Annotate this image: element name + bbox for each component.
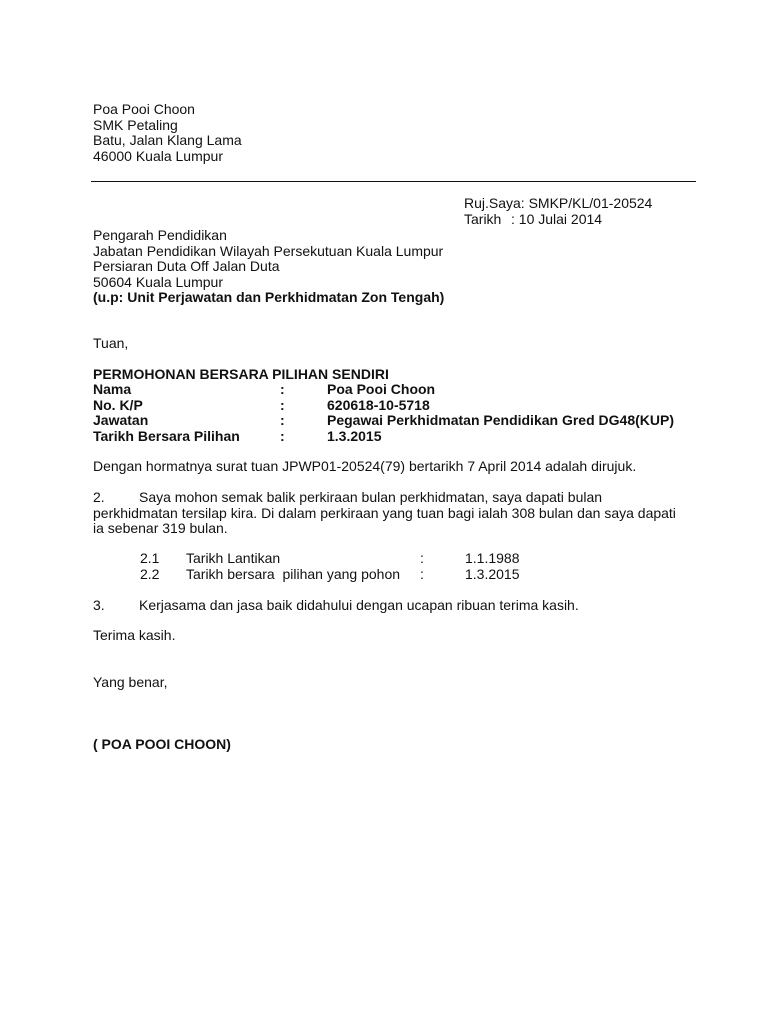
recipient-line-1: Pengarah Pendidikan [93, 227, 227, 243]
paragraph-2-line-1 [93, 490, 703, 506]
info-value: Pegawai Perkhidmatan Pendidikan Gred DG48(KUP) [327, 412, 674, 429]
closing-line: Yang benar, [93, 674, 168, 690]
sub-item-label: Tarikh Lantikan [186, 550, 281, 566]
sub-item-value: 1.1.1988 [465, 550, 520, 566]
sub-items [140, 551, 560, 582]
sub-item [140, 567, 560, 583]
sub-item-colon: : [420, 565, 424, 582]
thanks-line: Terima kasih. [93, 627, 176, 643]
info-label: No. K/P [93, 396, 143, 413]
info-colon: : [280, 381, 285, 397]
recipient-address [93, 228, 444, 306]
info-label: Tarikh Bersara Pilihan [93, 427, 240, 444]
sender-name: Poa Pooi Choon [93, 101, 195, 117]
date-line [464, 212, 652, 228]
info-value: Poa Pooi Choon [327, 381, 436, 397]
reference-value: SMKP/KL/01-20524 [528, 195, 653, 211]
info-value: 620618-10-5718 [327, 396, 430, 413]
reference-block [464, 196, 652, 227]
info-value: 1.3.2015 [327, 427, 382, 444]
paragraph-2-line-3: ia sebenar 319 bulan. [93, 520, 228, 537]
info-row-ic [93, 398, 713, 414]
recipient-line-4: 50604 Kuala Lumpur [93, 273, 223, 290]
paragraph-1: Dengan hormatnya surat tuan JPWP01-20524(79) bertarikh 7 April 2014 adalah dirujuk. [93, 458, 637, 474]
info-row-name [93, 382, 713, 398]
applicant-info [93, 382, 713, 444]
greeting: Tuan, [93, 335, 129, 351]
sub-item-number: 2.2 [140, 565, 160, 582]
sub-item-value: 1.3.2015 [465, 565, 520, 582]
info-label: Nama [93, 381, 132, 397]
paragraph-number: 3. [93, 597, 105, 613]
info-colon: : [280, 427, 285, 444]
paragraph-text: Saya mohon semak balik perkiraan bulan perkhidmatan, saya dapati bulan [139, 489, 603, 505]
header-divider [91, 181, 696, 182]
info-row-position [93, 413, 713, 429]
info-label: Jawatan [93, 412, 149, 429]
signature-name: ( POA POOI CHOON) [93, 736, 231, 752]
recipient-line-2: Jabatan Pendidikan Wilayah Persekutuan Kuala Lumpur [93, 242, 444, 259]
sub-item-label: Tarikh bersara pilihan yang pohon [186, 565, 401, 582]
info-colon: : [280, 396, 285, 413]
info-row-retirement-date [93, 429, 713, 445]
info-colon: : [280, 412, 285, 429]
paragraph-2 [93, 490, 703, 537]
sender-school: SMK Petaling [93, 116, 178, 133]
recipient-attention: (u.p: Unit Perjawatan dan Perkhidmatan Zon Tengah) [93, 289, 445, 306]
sender-address [93, 102, 242, 164]
sub-item-colon: : [420, 550, 424, 566]
paragraph-number: 2. [93, 489, 105, 505]
paragraph-text: Kerjasama dan jasa baik didahului dengan ucapan ribuan terima kasih. [139, 597, 579, 613]
subject-heading: PERMOHONAN BERSARA PILIHAN SENDIRI [93, 366, 389, 382]
sub-item [140, 551, 560, 567]
sub-item-number: 2.1 [140, 550, 160, 566]
sender-address-line-2: 46000 Kuala Lumpur [93, 147, 223, 164]
sender-address-line-1: Batu, Jalan Klang Lama [93, 132, 242, 149]
paragraph-2-line-2: perkhidmatan tersilap kira. Di dalam perkiraan yang tuan bagi ialah 308 bulan dan saya dapati [93, 504, 676, 521]
reference-label: Ruj.Saya: [464, 195, 525, 211]
recipient-line-3: Persiaran Duta Off Jalan Duta [93, 258, 280, 275]
reference-line [464, 196, 652, 212]
paragraph-3 [93, 598, 579, 614]
date-value: : 10 Julai 2014 [511, 210, 603, 227]
date-label: Tarikh [464, 210, 502, 227]
